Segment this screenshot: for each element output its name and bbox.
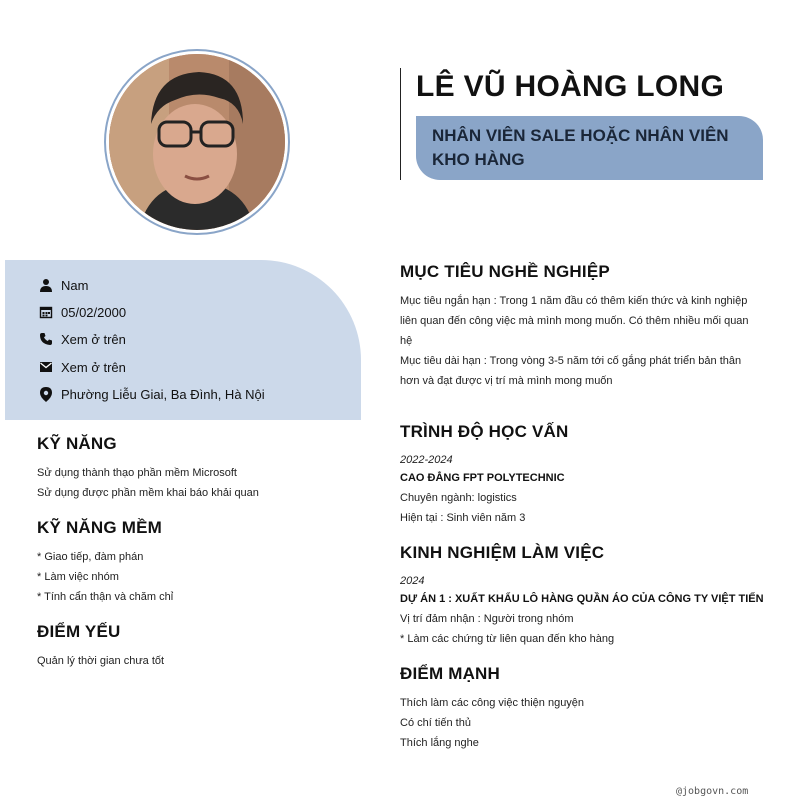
experience-role: Vị trí đảm nhận : Người trong nhóm bbox=[400, 613, 574, 625]
soft-skill-item: * Tính cẩn thận và chăm chỉ bbox=[37, 591, 174, 603]
strength-item: Có chí tiến thủ bbox=[400, 717, 471, 729]
experience-heading: KINH NGHIỆM LÀM VIỆC bbox=[400, 543, 605, 562]
objective-line: Mục tiêu ngắn hạn : Trong 1 năm đầu có thêm kiến thức và kinh nghiệp bbox=[400, 295, 748, 307]
objective-heading: MỤC TIÊU NGHỀ NGHIỆP bbox=[400, 262, 610, 281]
contact-birthday bbox=[38, 302, 126, 322]
experience-task: * Làm các chứng từ liên quan đến kho hàng bbox=[400, 633, 615, 645]
title-divider bbox=[400, 68, 401, 180]
soft-skill-item: * Làm việc nhóm bbox=[37, 571, 119, 583]
objective-line: liên quan đến công việc mà mình mong muốn. Có thêm nhiều mối quan bbox=[400, 315, 749, 327]
skills-heading: KỸ NĂNG bbox=[37, 434, 117, 453]
position-line-1: NHÂN VIÊN SALE HOẶC NHÂN VIÊN bbox=[432, 126, 729, 145]
soft-skill-item: * Giao tiếp, đàm phán bbox=[37, 551, 144, 563]
education-status: Hiện tại : Sinh viên năm 3 bbox=[400, 512, 526, 524]
objective-line: hệ bbox=[400, 335, 413, 347]
desired-position bbox=[416, 116, 763, 180]
person-icon bbox=[38, 277, 54, 293]
address-value: Phường Liễu Giai, Ba Đình, Hà Nội bbox=[61, 386, 265, 402]
contact-address bbox=[38, 384, 265, 404]
position-line-2: KHO HÀNG bbox=[432, 150, 525, 169]
phone-value: Xem ở trên bbox=[61, 331, 126, 347]
gender-value: Nam bbox=[61, 277, 89, 293]
calendar-icon bbox=[38, 304, 54, 320]
weakness-item: Quản lý thời gian chưa tốt bbox=[37, 655, 165, 667]
avatar-frame bbox=[104, 49, 290, 235]
education-school: CAO ĐẲNG FPT POLYTECHNIC bbox=[400, 472, 565, 484]
birthday-value: 05/02/2000 bbox=[61, 304, 127, 320]
phone-icon bbox=[38, 331, 54, 347]
skill-item: Sử dụng thành thạo phần mềm Microsoft bbox=[37, 467, 237, 479]
objective-line: Mục tiêu dài hạn : Trong vòng 3-5 năm tới cố gắng phát triển bản thân bbox=[400, 355, 742, 367]
objective-line: hơn và đạt được vị trí mà mình mong muốn bbox=[400, 375, 613, 387]
watermark: @jobgovn.com bbox=[676, 786, 749, 797]
skill-item: Sử dụng được phần mềm khai báo khải quan bbox=[37, 487, 259, 499]
avatar-photo bbox=[109, 54, 285, 230]
email-value: Xem ở trên bbox=[61, 359, 126, 375]
strength-item: Thích làm các công việc thiện nguyện bbox=[400, 697, 585, 709]
soft-skills-heading: KỸ NĂNG MỀM bbox=[37, 518, 162, 537]
education-heading: TRÌNH ĐỘ HỌC VẤN bbox=[400, 422, 569, 441]
experience-year: 2024 bbox=[400, 575, 425, 587]
avatar bbox=[109, 54, 285, 230]
contact-gender bbox=[38, 275, 88, 295]
education-major: Chuyên ngành: logistics bbox=[400, 492, 517, 504]
contact-phone bbox=[38, 329, 126, 349]
location-pin-icon bbox=[38, 386, 54, 402]
strengths-heading: ĐIỂM MẠNH bbox=[400, 664, 501, 683]
contact-email bbox=[38, 357, 126, 377]
envelope-icon bbox=[38, 359, 54, 375]
candidate-name: LÊ VŨ HOÀNG LONG bbox=[416, 70, 725, 103]
education-years: 2022-2024 bbox=[400, 454, 453, 466]
experience-project: DỰ ÁN 1 : XUẤT KHẨU LÔ HÀNG QUẦN ÁO CỦA CÔNG TY VIỆT TIẾN bbox=[400, 593, 764, 605]
weakness-heading: ĐIỂM YẾU bbox=[37, 622, 121, 641]
strength-item: Thích lắng nghe bbox=[400, 737, 479, 749]
